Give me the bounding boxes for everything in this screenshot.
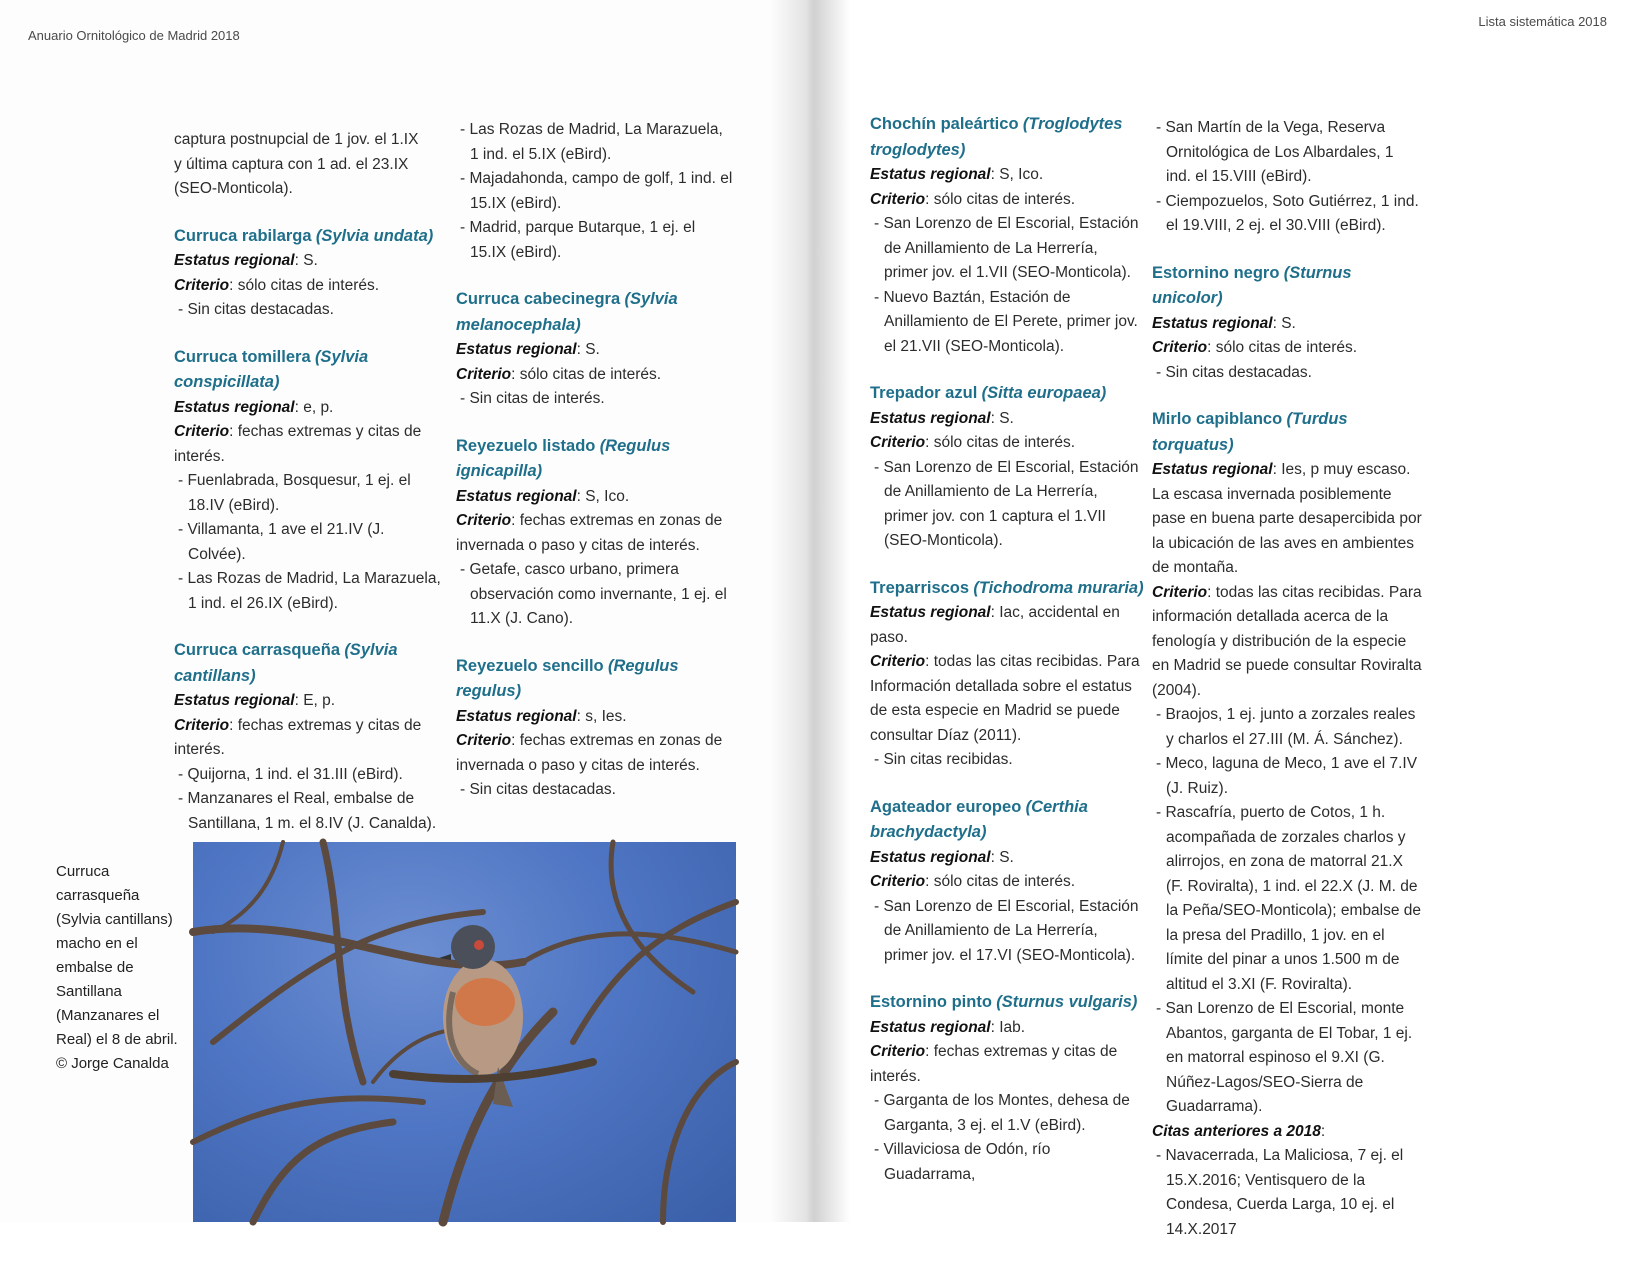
citation: - San Lorenzo de El Escorial, monte Abantos, garganta de El Tobar, 1 ej. en matorral espinoso el 9.XI (G. Núñez-Lagos/SEO-Sierra de Guadarrama). <box>1156 1000 1413 1115</box>
species-common-name: Estornino negro <box>1152 263 1280 282</box>
species-common-name: Curruca rabilarga <box>174 226 312 245</box>
left-column-1 <box>174 128 444 858</box>
status-line <box>870 846 1144 871</box>
species-scientific-name: (Sylvia cantillans) <box>174 641 398 685</box>
status-line <box>174 249 444 274</box>
species-common-name: Trepador azul <box>870 384 978 402</box>
criterio-line <box>1152 336 1422 361</box>
citation: - San Lorenzo de El Escorial, Estación de Anillamiento de La Herrería, primer jov. el 17.VI (SEO-Monticola). <box>874 897 1139 964</box>
species-heading <box>870 381 1144 407</box>
citation: - Braojos, 1 ej. junto a zorzales reales y charlos el 27.III (M. Á. Sánchez). <box>1156 706 1416 748</box>
status-line <box>456 485 734 510</box>
status-label: Estatus regional <box>456 341 577 358</box>
status-line <box>870 163 1144 188</box>
criterio-value: : sólo citas de interés. <box>925 434 1076 451</box>
species-entry <box>1152 261 1422 386</box>
species-entry <box>174 224 444 323</box>
species-entry <box>870 795 1144 969</box>
criterio-value: : sólo citas de interés. <box>925 873 1076 890</box>
right-column-1 <box>870 112 1144 1209</box>
species-entry <box>870 381 1144 554</box>
criterio-value: : sólo citas de interés. <box>1207 339 1358 356</box>
status-value: : Iac, accidental en paso. <box>870 604 1120 646</box>
species-common-name: Curruca carrasqueña <box>174 641 340 659</box>
status-label: Estatus regional <box>456 707 577 725</box>
text-line: - Ciempozuelos, Soto Gutiérrez, 1 ind. el 19.VIII, 2 ej. el 30.VIII (eBird). <box>1156 192 1419 234</box>
criterio-line <box>174 714 444 763</box>
species-common-name: Reyezuelo listado <box>456 436 596 455</box>
bird-photo <box>193 842 736 1222</box>
criterio-value: : fechas extremas y citas de interés. <box>174 716 422 758</box>
left-column-2 <box>456 118 734 825</box>
status-value: : Ies, p muy escaso. La escasa invernada posiblemente pase en buena parte desapercibida por la ubicación de las aves en ambientes de montaña. <box>1152 461 1422 576</box>
text-line: captura postnupcial de 1 jov. el 1.IX <box>174 131 419 148</box>
citation: - Navacerrada, La Maliciosa, 7 ej. el 15.X.2016; Ventisquero de la Condesa, Cuerda Larga, 10 ej. el 14.X.2017 <box>1156 1147 1404 1238</box>
criterio-label: Criterio <box>174 423 230 440</box>
species-entry <box>456 287 734 412</box>
status-label: Estatus regional <box>870 604 991 621</box>
citation: - Las Rozas de Madrid, La Marazuela, 1 ind. el 26.IX (eBird). <box>178 570 441 612</box>
species-heading <box>870 795 1144 846</box>
criterio-line <box>870 870 1144 895</box>
criterio-label: Criterio <box>870 434 926 451</box>
species-heading <box>174 345 444 396</box>
criterio-value: : fechas extremas en zonas de invernada o paso y citas de interés. <box>456 732 723 774</box>
criterio-label: Criterio <box>456 365 512 383</box>
running-head-left: Anuario Ornitológico de Madrid 2018 <box>28 28 240 43</box>
species-scientific-name: (Regulus regulus) <box>456 656 679 700</box>
status-line <box>456 705 734 730</box>
citation: - Nuevo Baztán, Estación de Anillamiento de El Perete, primer jov. el 21.VII (SEO-Monticola). <box>874 288 1138 355</box>
species-heading <box>1152 261 1422 312</box>
bird-photo-icon <box>193 842 736 1222</box>
text-line: - Majadahonda, campo de golf, 1 ind. el 15.IX (eBird). <box>460 170 733 212</box>
species-scientific-name: (Regulus ignicapilla) <box>456 436 671 480</box>
left-page <box>0 0 812 1222</box>
status-value: : S. <box>576 341 600 358</box>
status-value: : e, p. <box>294 398 334 416</box>
status-line <box>174 396 444 421</box>
criterio-label: Criterio <box>870 873 926 890</box>
status-value: : S. <box>990 848 1014 866</box>
species-heading <box>870 112 1144 163</box>
species-entry <box>870 576 1144 773</box>
continued-citations <box>1152 116 1422 239</box>
criterio-value: : fechas extremas en zonas de invernada o paso y citas de interés. <box>456 512 723 554</box>
criterio-line <box>456 363 734 388</box>
species-scientific-name: (Sylvia undata) <box>315 226 434 245</box>
species-scientific-name: (Sylvia conspicillata) <box>174 347 369 391</box>
citation: - San Lorenzo de El Escorial, Estación de Anillamiento de La Herrería, primer jov. el 1.VII (SEO-Monticola). <box>874 215 1139 281</box>
status-label: Estatus regional <box>174 692 295 709</box>
criterio-label: Criterio <box>174 716 230 734</box>
status-value: : S, Ico. <box>990 166 1044 183</box>
criterio-value: : fechas extremas y citas de interés. <box>870 1043 1118 1085</box>
status-label: Estatus regional <box>174 398 295 416</box>
text-line: - San Martín de la Vega, Reserva Ornitológica de Los Albardales, 1 ind. el 15.VIII (eBird). <box>1156 119 1394 185</box>
criterio-label: Criterio <box>870 190 926 208</box>
status-value: : S, Ico. <box>576 487 630 505</box>
text-line: y última captura con 1 ad. el 23.IX <box>174 155 409 173</box>
criterio-label: Criterio <box>174 276 230 294</box>
species-scientific-name: (Troglodytes troglodytes) <box>870 115 1123 159</box>
criterio-line <box>456 729 734 778</box>
species-common-name: Curruca tomillera <box>174 347 311 366</box>
species-common-name: Mirlo capiblanco <box>1152 410 1283 428</box>
species-heading <box>174 638 444 689</box>
prior-records-heading <box>1152 1120 1422 1145</box>
photo-caption: Curruca carrasqueña (Sylvia cantillans) macho en el embalse de Santillana (Manzanares el Real) el 8 de abril. © Jorge Canalda <box>56 863 178 1072</box>
species-scientific-name: (Certhia brachydactyla) <box>870 797 1088 841</box>
criterio-line <box>174 420 444 469</box>
status-line <box>174 689 444 714</box>
species-common-name: Chochín paleártico <box>870 115 1019 133</box>
species-entry <box>174 638 444 836</box>
species-entry <box>1152 407 1422 1242</box>
status-line <box>870 1016 1144 1041</box>
criterio-value: : todas las citas recibidas. Para Información detallada sobre el estatus de esta especie en Madrid se puede consultar Díaz (2011). <box>870 653 1140 744</box>
criterio-label: Criterio <box>1152 583 1208 601</box>
species-scientific-name: (Turdus torquatus) <box>1152 410 1348 454</box>
criterio-value: : fechas extremas y citas de interés. <box>174 423 422 465</box>
citation: - Manzanares el Real, embalse de Santillana, 1 m. el 8.IV (J. Canalda). <box>178 790 437 832</box>
criterio-value: : todas las citas recibidas. Para información detallada acerca de la fenología y distribución de la especie en Madrid se puede consultar Roviralta (2004). <box>1152 583 1422 699</box>
species-scientific-name: (Tichodroma muraria) <box>973 578 1144 597</box>
species-heading <box>456 287 734 338</box>
species-scientific-name: (Sylvia melanocephala) <box>456 290 678 334</box>
species-scientific-name: (Sturnus unicolor) <box>1152 263 1352 307</box>
status-label: Estatus regional <box>870 409 991 427</box>
status-line <box>870 601 1144 650</box>
status-line <box>1152 458 1422 581</box>
text-line: - Madrid, parque Butarque, 1 ej. el 15.IX (eBird). <box>460 219 696 261</box>
criterio-value: : sólo citas de interés. <box>925 190 1076 208</box>
prior-records-colon: : <box>1320 1122 1326 1140</box>
right-column-2 <box>1152 116 1422 1264</box>
species-common-name: Agateador europeo <box>870 797 1022 816</box>
status-label: Estatus regional <box>1152 461 1273 478</box>
species-heading <box>456 434 734 485</box>
criterio-line <box>870 431 1144 456</box>
species-heading <box>456 654 734 705</box>
continued-citations <box>456 118 734 265</box>
criterio-line <box>870 650 1144 748</box>
species-common-name: Estornino pinto <box>870 993 992 1011</box>
citation: - Rascafría, puerto de Cotos, 1 h. acompañada de zorzales charlos y alirrojos, en zona de matorral 21.X (F. Roviralta), 1 ind. el 22.X (J. M. de la Peña/SEO-Monticola); embalse de la presa del Pradillo, 1 jov. en el límite del pinar a unos 1.500 m de altitud el 3.XI (F. Roviralta). <box>1156 804 1422 993</box>
criterio-label: Criterio <box>870 1043 926 1060</box>
criterio-line <box>456 509 734 558</box>
status-value: : E, p. <box>294 692 336 709</box>
species-heading <box>174 224 444 250</box>
status-line <box>870 407 1144 432</box>
species-heading <box>1152 407 1422 458</box>
citation: - Garganta de los Montes, dehesa de Garganta, 3 ej. el 1.V (eBird). <box>874 1092 1130 1134</box>
criterio-line <box>1152 581 1422 704</box>
citation: - Sin citas destacadas. <box>1156 363 1312 381</box>
status-label: Estatus regional <box>174 252 295 269</box>
citation: - Villaviciosa de Odón, río Guadarrama, <box>874 1141 1051 1183</box>
criterio-value: : sólo citas de interés. <box>229 276 380 294</box>
species-entry <box>456 654 734 803</box>
citation: - Sin citas destacadas. <box>460 781 616 798</box>
criterio-label: Criterio <box>1152 339 1208 356</box>
status-value: : S. <box>294 252 318 269</box>
species-entry <box>456 434 734 632</box>
species-heading <box>870 990 1144 1016</box>
status-value: : Iab. <box>990 1018 1026 1036</box>
status-label: Estatus regional <box>870 1018 991 1036</box>
prior-records-label: Citas anteriores a 2018 <box>1152 1122 1321 1140</box>
citation: - Sin citas destacadas. <box>178 301 334 318</box>
status-line <box>456 338 734 363</box>
criterio-line <box>870 188 1144 213</box>
criterio-label: Criterio <box>456 512 512 529</box>
species-scientific-name: (Sturnus vulgaris) <box>996 993 1138 1011</box>
species-scientific-name: (Sitta europaea) <box>981 384 1107 402</box>
criterio-label: Criterio <box>456 732 512 749</box>
species-entry <box>870 990 1144 1187</box>
species-common-name: Curruca cabecinegra <box>456 290 621 308</box>
status-label: Estatus regional <box>1152 314 1273 332</box>
criterio-line <box>870 1040 1144 1089</box>
running-head-right: Lista sistemática 2018 <box>1478 14 1607 29</box>
citation: - Sin citas de interés. <box>460 390 605 407</box>
citation: - Fuenlabrada, Bosquesur, 1 ej. el 18.IV (eBird). <box>178 472 411 514</box>
status-value: : s, Ies. <box>576 707 627 725</box>
right-page <box>812 0 1631 1238</box>
citation: - Getafe, casco urbano, primera observación como invernante, 1 ej. el 11.X (J. Cano). <box>460 561 727 627</box>
status-label: Estatus regional <box>870 166 991 183</box>
citation: - Sin citas recibidas. <box>874 751 1013 768</box>
species-entry <box>870 112 1144 359</box>
citation: - Villamanta, 1 ave el 21.IV (J. Colvée). <box>178 521 385 563</box>
criterio-label: Criterio <box>870 653 926 670</box>
criterio-line <box>174 274 444 299</box>
status-label: Estatus regional <box>456 487 577 505</box>
species-common-name: Treparriscos <box>870 578 970 597</box>
status-label: Estatus regional <box>870 848 991 866</box>
species-heading <box>870 576 1144 602</box>
text-line: - Las Rozas de Madrid, La Marazuela, 1 ind. el 5.IX (eBird). <box>460 121 723 163</box>
citation: - Quijorna, 1 ind. el 31.III (eBird). <box>178 765 403 783</box>
species-entry <box>174 345 444 617</box>
species-common-name: Reyezuelo sencillo <box>456 656 604 675</box>
text-line: (SEO-Monticola). <box>174 180 293 197</box>
status-value: : S. <box>990 409 1014 427</box>
continued-text <box>174 128 444 202</box>
book-gutter <box>770 0 850 1222</box>
status-value: : S. <box>1272 314 1296 332</box>
citation: - Meco, laguna de Meco, 1 ave el 7.IV (J. Ruiz). <box>1156 755 1418 797</box>
citation: - San Lorenzo de El Escorial, Estación de Anillamiento de La Herrería, primer jov. con 1 captura el 1.VII (SEO-Monticola). <box>874 458 1139 549</box>
criterio-value: : sólo citas de interés. <box>511 365 662 383</box>
status-line <box>1152 312 1422 337</box>
